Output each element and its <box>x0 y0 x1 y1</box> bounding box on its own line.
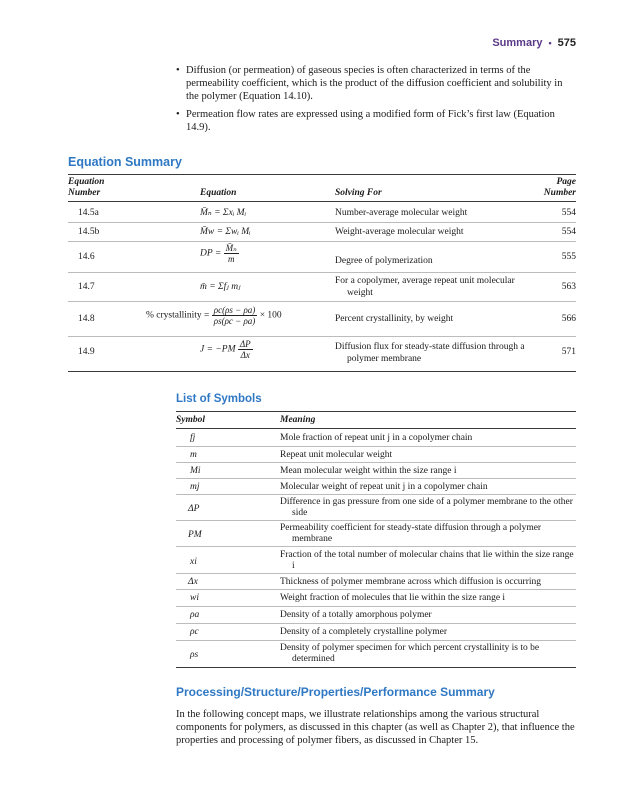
symbol-meaning: Mean molecular weight within the size range i <box>280 466 457 476</box>
symbol: PM <box>188 530 202 540</box>
row-divider <box>176 478 576 479</box>
solving-for: Percent crystallinity, by weight <box>335 314 454 324</box>
symbol: ΔP <box>188 504 200 514</box>
equation-number: 14.9 <box>78 347 95 357</box>
solving-for: Number-average molecular weight <box>335 208 468 218</box>
solving-for: For a copolymer, average repeat unit molecular weight <box>335 276 515 298</box>
symbol: Mi <box>190 466 201 476</box>
symbol: m <box>190 450 197 460</box>
denominator: ρs(ρc − ρa) <box>213 316 256 326</box>
symbol-meaning: Molecular weight of repeat unit j in a copolymer chain <box>280 482 488 492</box>
denominator: m <box>227 254 235 264</box>
row-divider <box>176 546 576 547</box>
table-rule <box>176 411 576 412</box>
header-equation: Equation <box>200 188 237 198</box>
equation-14-9 <box>200 339 253 360</box>
symbol-meaning: Fraction of the total number of molecular chains that lie within the size range i <box>280 550 574 571</box>
running-head-separator: • <box>548 38 552 48</box>
symbol: mj <box>190 482 200 492</box>
pspp-paragraph: In the following concept maps, we illustrate relationships among the various structural components for polymers, as discussed in this chapter (as well as Chapter 2), that influence the properties and processing of polymer fibers, as discussed in Chapter 15. <box>176 709 575 747</box>
row-divider <box>68 241 576 242</box>
symbol-meaning: Density of a completely crystalline polymer <box>280 627 447 637</box>
page-ref: 554 <box>561 227 576 237</box>
table-rule <box>176 428 576 429</box>
header-solving-for: Solving For <box>335 188 382 198</box>
equation-number: 14.7 <box>78 282 95 292</box>
symbol-meaning: Density of a totally amorphous polymer <box>280 610 432 620</box>
equation-summary-title: Equation Summary <box>68 155 182 169</box>
symbol-meaning: Repeat unit molecular weight <box>280 450 393 460</box>
equation-number: 14.8 <box>78 314 95 324</box>
header-equation-number <box>68 177 104 199</box>
row-divider <box>176 573 576 574</box>
symbol-meaning: Mole fraction of repeat unit j in a copolymer chain <box>280 433 473 443</box>
symbol-meaning: Weight fraction of molecules that lie within the size range i <box>280 593 506 603</box>
page-ref: 554 <box>561 208 576 218</box>
row-divider <box>176 606 576 607</box>
symbol: xi <box>190 557 197 567</box>
numerator: M̄ₙ <box>225 243 237 253</box>
symbol-meaning: Difference in gas pressure from one side of a polymer membrane to the other side <box>280 497 573 518</box>
running-head-section: Summary <box>492 37 543 49</box>
table-rule <box>68 174 576 175</box>
header-text: Number <box>68 188 101 198</box>
row-divider <box>176 446 576 447</box>
row-divider <box>176 640 576 641</box>
solving-for: Weight-average molecular weight <box>335 227 464 237</box>
symbol: Δx <box>188 577 198 587</box>
page-ref: 566 <box>561 314 576 324</box>
denominator: Δx <box>240 350 250 360</box>
row-divider <box>176 520 576 521</box>
row-divider <box>176 623 576 624</box>
equation-14-7: m̄ = Σfⱼ mⱼ <box>200 282 241 292</box>
header-text: Equation <box>68 177 105 187</box>
equation-lhs: DP = <box>200 248 222 259</box>
table-rule <box>176 667 576 668</box>
row-divider <box>68 272 576 273</box>
fraction <box>238 339 253 360</box>
pspp-summary-title: Processing/Structure/Properties/Performance Summary <box>176 685 495 699</box>
page-ref: 563 <box>561 282 576 292</box>
symbol: fj <box>190 433 196 443</box>
row-divider <box>176 462 576 463</box>
equation-lhs: % crystallinity = <box>146 310 210 321</box>
header-page-number <box>544 177 576 199</box>
bullet-item: • Diffusion (or permeation) of gaseous species is often characterized in terms of the permeability coefficient, which is the product of the diffusion coefficient and solubility in the polymer (Equation 14.10). <box>176 64 576 104</box>
equation-14-8 <box>146 305 282 326</box>
bullet-item: • Permeation flow rates are expressed using a modified form of Fick’s first law (Equation 14.9). <box>176 108 576 134</box>
equation-rhs: × 100 <box>259 310 282 321</box>
symbol-meaning: Permeability coefficient for steady-state diffusion through a polymer membrane <box>280 523 542 544</box>
row-divider <box>68 336 576 337</box>
equation-number: 14.5a <box>78 208 99 218</box>
fraction <box>224 243 239 264</box>
row-divider <box>176 494 576 495</box>
equation-number: 14.5b <box>78 227 100 237</box>
table-rule <box>68 371 576 372</box>
equation-number: 14.6 <box>78 252 95 262</box>
symbol: ρc <box>190 627 199 637</box>
symbol-meaning: Density of polymer specimen for which percent crystallinity is to be determined <box>280 643 540 664</box>
page-ref: 555 <box>561 252 576 262</box>
symbol: ρs <box>190 650 199 660</box>
header-text: Number <box>543 188 576 198</box>
header-meaning: Meaning <box>280 415 316 425</box>
page-ref: 571 <box>561 347 576 357</box>
symbol-meaning: Thickness of polymer membrane across which diffusion is occurring <box>280 577 542 587</box>
header-symbol: Symbol <box>176 415 206 425</box>
solving-for: Diffusion flux for steady-state diffusion through a polymer membrane <box>335 342 525 364</box>
row-divider <box>176 589 576 590</box>
symbols-title: List of Symbols <box>176 393 262 405</box>
row-divider <box>68 222 576 223</box>
page-number: 575 <box>557 37 576 49</box>
running-head <box>492 37 576 49</box>
equation-14-5b: M̄w = Σwᵢ Mᵢ <box>200 227 251 237</box>
symbol: ρa <box>190 610 200 620</box>
table-rule <box>68 201 576 202</box>
solving-for: Degree of polymerization <box>335 256 433 266</box>
summary-bullets <box>176 64 576 138</box>
numerator: ρc(ρs − ρa) <box>213 305 256 315</box>
numerator: ΔP <box>239 339 251 349</box>
symbol: wi <box>190 593 199 603</box>
fraction <box>212 305 258 326</box>
equation-lhs: J = −PM <box>200 344 236 355</box>
equation-14-6 <box>200 243 239 264</box>
row-divider <box>68 301 576 302</box>
header-text: Page <box>556 177 576 187</box>
equation-14-5a: M̄ₙ = Σxᵢ Mᵢ <box>200 208 247 218</box>
